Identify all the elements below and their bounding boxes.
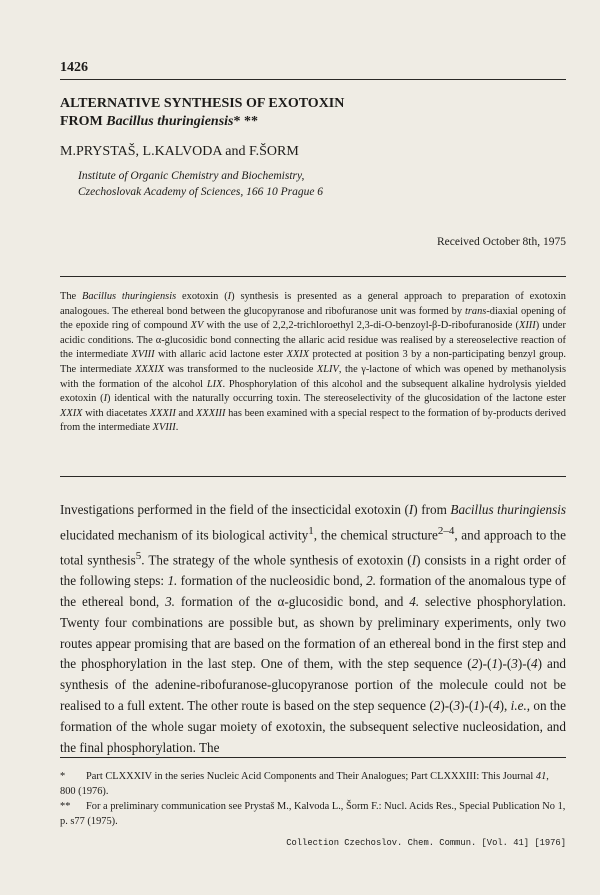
journal-citation: Collection Czechoslov. Chem. Commun. [Vol. 41] [1976] <box>286 838 566 848</box>
article-title <box>60 95 560 131</box>
abstract <box>60 290 566 436</box>
body-paragraph: Investigations performed in the field of the insecticidal exotoxin (I) from Bacillus thuringiensis elucidated mechanism of its biological activity$^1$, the chemical structure$^{2-4}$, and approach to the total synthesis$^5$. The strategy of the whole synthesis of exotoxin (I) consists in a right order of the following steps: 1. formation of the nucleosidic bond, 2. formation of the anomalous type of the ethereal bond, 3. formation of the α-glucosidic bond, and 4. selective phosphorylation. Twenty four combinations are possible but, as shown by preliminary experiments, only two routes appear promising that are based on the formation of an ethereal bond in the first step and the phosphorylation in the last step. One of them, with the step sequence (2)-(1)-(3)-(4) and synthesis of the adenine-ribofuranose-glucopyranose portion of the molecule could not be realised to a full extent. The other route is based on the step sequence (2)-(3)-(1)-(4), i.e., on the formation of the whole sugar moiety of exotoxin, the subsequent selective nucleosidation, and the final phosphorylation. The <box>60 502 567 755</box>
footnote-1 <box>60 770 566 799</box>
page-number: 1426 <box>60 60 88 75</box>
header-rule <box>60 79 566 80</box>
abstract-rule-bottom <box>60 476 566 477</box>
title-line-2 <box>60 113 560 131</box>
footnote-2 <box>60 800 566 829</box>
footnote-1-mark: * <box>60 771 66 782</box>
title-footnote-marks: * ** <box>233 114 258 129</box>
affiliation-line-1: Institute of Organic Chemistry and Biochemistry, <box>78 170 305 182</box>
received-date: Received October 8th, 1975 <box>436 236 566 248</box>
body-text <box>60 500 566 758</box>
abstract-text: The Bacillus thuringiensis exotoxin (I) synthesis is presented as a general approach to preparation of exotoxin analogoues. The ethereal bond between the glucopyranose and ribofuranose unit was formed by trans-diaxial opening of the epoxide ring of compound XV with the use of 2,2,2-trichloroethyl 2,3-di-O-benzoyl-β-D-ribofuranoside (XIII) under acidic conditions. The α-glucosidic bond connecting the allaric acid residue was realised by a stereoselective reaction of the intermediate XVIII with allaric acid lactone ester XXIX protected at position 3 by a non-participating benzyl group. The intermediate XXXIX was transformed to the nucleoside XLIV, the γ-lactone of which was opened by methanolysis with the formation of the alcohol LIX. Phosphorylation of this alcohol and the subsequent alkaline hydrolysis yielded exotoxin (I) identical with the naturally occurring toxin. The stereoselectivity of the glucosidation of the lactone ester XXIX with diacetates XXXII and XXXIII has been examined with a special respect to the formation of by-products derived from the intermediate XVIII. <box>60 291 567 434</box>
affiliation <box>78 168 558 200</box>
title-organism: Bacillus thuringiensis <box>106 114 234 129</box>
footnote-1-text: Part CLXXXIV in the series Nucleic Acid Components and Their Analogues; Part CLXXXIII: This Journal 41, 800 (1976). <box>60 771 549 797</box>
footnote-rule <box>60 757 566 758</box>
title-line-1: ALTERNATIVE SYNTHESIS OF EXOTOXIN <box>60 96 345 111</box>
author-list: M.PRYSTAŠ, L.KALVODA and F.ŠORM <box>60 144 299 159</box>
footnote-2-mark: ** <box>60 801 71 812</box>
footnote-2-text: For a preliminary communication see Prystaš M., Kalvoda L., Šorm F.: Nucl. Acids Res., Special Publication No 1, p. s77 (1975). <box>60 801 566 827</box>
abstract-rule-top <box>60 276 566 277</box>
affiliation-line-2: Czechoslovak Academy of Sciences, 166 10 Prague 6 <box>78 186 324 198</box>
title-from: FROM <box>60 114 103 129</box>
